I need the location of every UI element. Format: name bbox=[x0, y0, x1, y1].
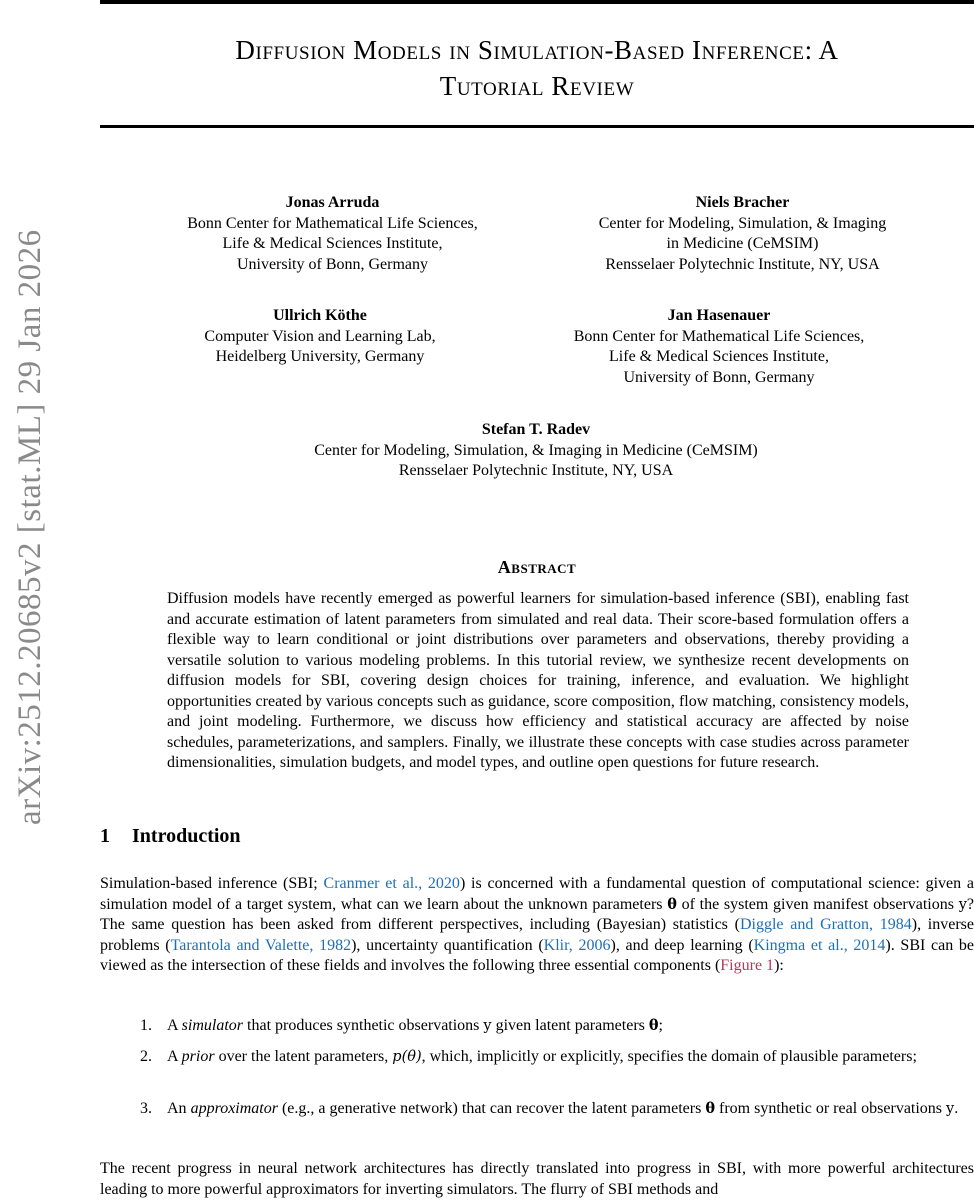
text-run: , which, implicitly or explicitly, specifies the domain of plausible parameters; bbox=[421, 1048, 917, 1065]
author-affiliation-line: Bonn Center for Mathematical Life Sciences, bbox=[573, 327, 865, 345]
text-run: ) is concerned with a fundamental question of computational science: given a simulation model of a target system, what can we learn about the unknown parameters bbox=[100, 875, 974, 913]
math-theta: θ bbox=[667, 895, 677, 913]
text-run: given latent parameters bbox=[491, 1017, 649, 1034]
text-run: ; bbox=[658, 1017, 663, 1034]
math-y: y bbox=[483, 1018, 492, 1034]
citation-link[interactable]: Kingma et al., 2014 bbox=[753, 936, 886, 954]
author-block-arruda bbox=[150, 193, 515, 275]
author-block-kothe bbox=[150, 306, 490, 368]
arxiv-stamp: arXiv:2512.20685v2 [stat.ML] 29 Jan 2026 bbox=[12, 229, 48, 825]
abstract-text: Diffusion models have recently emerged as powerful learners for simulation-based inference (SBI), enabling fast and accurate estimation of latent parameters from simulated and real data. Their score-based formulation offers a flexible way to learn conditional or joint distributions over parameters and observations, thereby providing a versatile solution to various modeling problems. In this tutorial review, we synthesize recent developments on diffusion models for SBI, covering design choices for training, inference, and evaluation. We highlight opportunities created by various concepts such as guidance, score composition, flow matching, consistency models, and joint modeling. Furthermore, we discuss how efficiency and statistical accuracy are affected by noise schedules, parameterizations, and samplers. Finally, we illustrate these concepts with case studies across parameter dimensionalities, simulation budgets, and model types, and outline open questions for future research. bbox=[167, 590, 909, 771]
author-affiliation-line: Rensselaer Polytechnic Institute, NY, USA bbox=[605, 255, 880, 273]
author-affiliation-line: Heidelberg University, Germany bbox=[215, 348, 425, 365]
text-run: ), uncertainty quantification ( bbox=[351, 936, 544, 954]
text-run: from synthetic or real observations bbox=[714, 1100, 947, 1117]
text-run: ), and deep learning ( bbox=[610, 936, 754, 954]
author-affiliation-line: Computer Vision and Learning Lab, bbox=[204, 327, 436, 345]
text-run: ). SBI can be viewed as the intersection of these fields and involves the following three essential components ( bbox=[100, 936, 974, 974]
text-run: ? The same question has been asked from different perspectives, including (Bayesian) statistics ( bbox=[100, 895, 974, 933]
paper-title bbox=[100, 32, 974, 104]
author-block-bracher bbox=[545, 193, 940, 275]
abstract-heading: Abstract bbox=[497, 557, 577, 577]
text-run: of the system given manifest observations bbox=[676, 895, 959, 913]
title-rule-bottom bbox=[100, 125, 974, 128]
citation-link[interactable]: Klir, 2006 bbox=[543, 936, 611, 954]
section-title: Introduction bbox=[132, 825, 241, 847]
text-run: . bbox=[954, 1100, 959, 1117]
text-run: over the latent parameters, bbox=[214, 1048, 393, 1065]
text-run: ), inverse problems ( bbox=[100, 916, 974, 954]
list-number: 1. bbox=[140, 1017, 152, 1034]
math-theta: θ bbox=[648, 1017, 659, 1034]
text-run: A bbox=[167, 1048, 182, 1065]
math-prior: p(θ) bbox=[392, 1049, 422, 1065]
author-name: Niels Bracher bbox=[695, 194, 790, 211]
list-number: 2. bbox=[140, 1048, 152, 1065]
author-affiliation-line: Bonn Center for Mathematical Life Sciences, bbox=[187, 214, 478, 232]
text-run: A bbox=[167, 1017, 182, 1034]
text-run: (e.g., a generative network) that can recover the latent parameters bbox=[277, 1100, 706, 1117]
list-item bbox=[140, 1099, 974, 1120]
author-name: Jan Hasenauer bbox=[667, 307, 771, 324]
author-name: Stefan T. Radev bbox=[481, 421, 591, 438]
section-heading bbox=[100, 825, 241, 848]
author-block-radev bbox=[200, 420, 872, 482]
citation-link[interactable]: Diggle and Gratton, 1984 bbox=[739, 916, 912, 933]
figure-reference-link[interactable]: Figure 1 bbox=[720, 957, 775, 974]
author-affiliation-line: University of Bonn, Germany bbox=[623, 368, 815, 386]
citation-link[interactable]: Cranmer et al., 2020 bbox=[323, 875, 460, 892]
author-name: Jonas Arruda bbox=[285, 194, 380, 211]
text-run: ): bbox=[774, 957, 784, 974]
emphasis: simulator bbox=[181, 1017, 244, 1034]
author-affiliation-line: Life & Medical Sciences Institute, bbox=[609, 348, 829, 365]
citation-link[interactable]: Tarantola and Valette, 1982 bbox=[170, 936, 352, 954]
author-affiliation-line: Rensselaer Polytechnic Institute, NY, USA bbox=[398, 462, 674, 479]
title-line-2: Tutorial Review bbox=[439, 71, 635, 101]
author-affiliation-line: University of Bonn, Germany bbox=[236, 255, 429, 273]
math-y: y bbox=[958, 896, 967, 913]
closing-paragraph: The recent progress in neural network architectures has directly translated into progress in SBI, with more powerful architectures leading to more powerful approximators for inverting simulators. The flurry of SBI methods and bbox=[100, 1160, 974, 1198]
text-run: that produces synthetic observations bbox=[243, 1017, 484, 1034]
text-run: Simulation-based inference (SBI; bbox=[100, 875, 324, 892]
title-rule-top bbox=[100, 0, 974, 4]
list-item bbox=[140, 1016, 974, 1037]
text-run: An bbox=[167, 1100, 191, 1117]
list-number: 3. bbox=[140, 1100, 152, 1117]
math-theta: θ bbox=[705, 1100, 715, 1117]
author-affiliation-line: Life & Medical Sciences Institute, bbox=[222, 235, 443, 252]
author-affiliation-line: Center for Modeling, Simulation, & Imaging in Medicine (CeMSIM) bbox=[314, 441, 758, 459]
emphasis: prior bbox=[181, 1048, 215, 1065]
author-affiliation-line: in Medicine (CeMSIM) bbox=[666, 235, 819, 252]
intro-paragraph bbox=[100, 874, 974, 977]
emphasis: approximator bbox=[190, 1100, 278, 1117]
title-line-1: Diffusion Models in Simulation-Based Inference: A bbox=[235, 35, 839, 65]
section-number: 1 bbox=[100, 825, 110, 847]
author-name: Ullrich Köthe bbox=[273, 307, 367, 324]
author-block-hasenauer bbox=[545, 306, 893, 388]
author-affiliation-line: Center for Modeling, Simulation, & Imaging bbox=[598, 214, 887, 232]
math-y: y bbox=[946, 1101, 955, 1117]
list-item bbox=[140, 1047, 974, 1068]
